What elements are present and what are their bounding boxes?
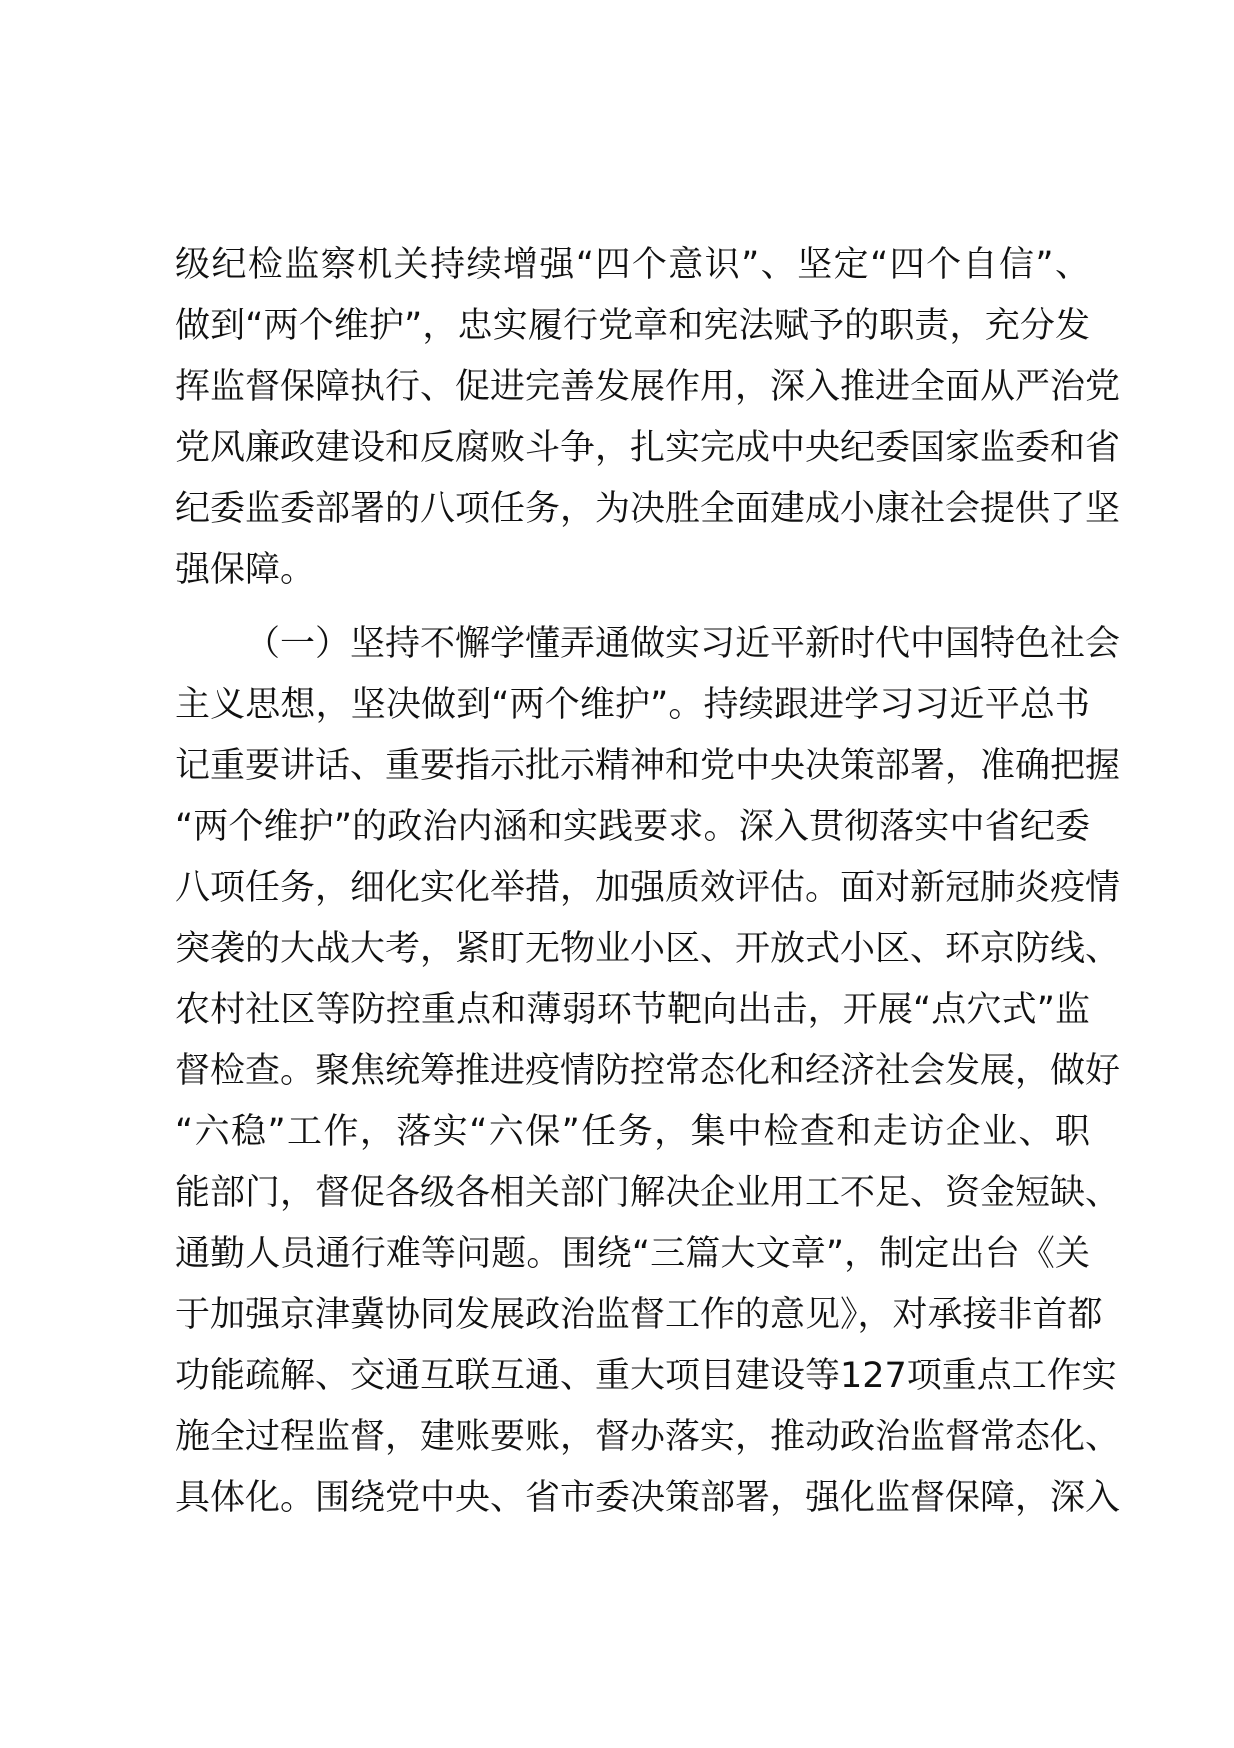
- paragraph-line: 记重要讲话、重要指示批示精神和党中央决策部署，准确把握: [175, 746, 1121, 786]
- paragraph-line: 通勤人员通行难等问题。围绕“三篇大文章”，制定出台《关: [175, 1234, 1090, 1274]
- paragraph-line: 做到“两个维护”，忠实履行党章和宪法赋予的职责，充分发: [175, 306, 1090, 346]
- paragraph-line: 主义思想，坚决做到“两个维护”。持续跟进学习习近平总书: [175, 685, 1090, 725]
- paragraph-line: 级纪检监察机关持续增强“四个意识”、坚定“四个自信”、: [175, 245, 1090, 285]
- paragraph-line: 党风廉政建设和反腐败斗争，扎实完成中央纪委国家监委和省: [175, 428, 1121, 468]
- paragraph-line: 强保障。: [175, 550, 316, 590]
- paragraph-2: [175, 614, 1121, 1529]
- paragraph-line: “六稳”工作，落实“六保”任务，集中检查和走访企业、职: [175, 1112, 1090, 1152]
- paragraph-line: 八项任务，细化实化举措，加强质效评估。面对新冠肺炎疫情: [175, 868, 1121, 908]
- paragraph-line: 督检查。聚焦统筹推进疫情防控常态化和经济社会发展，做好: [175, 1051, 1121, 1091]
- paragraph-line: 农村社区等防控重点和薄弱环节靶向出击，开展“点穴式”监: [175, 990, 1090, 1030]
- paragraph-line: 突袭的大战大考，紧盯无物业小区、开放式小区、环京防线、: [175, 929, 1121, 969]
- paragraph-1: [175, 235, 1121, 601]
- paragraph-line: 具体化。围绕党中央、省市委决策部署，强化监督保障，深入: [175, 1478, 1121, 1518]
- paragraph-line: 能部门，督促各级各相关部门解决企业用工不足、资金短缺、: [175, 1173, 1121, 1213]
- paragraph-line: “两个维护”的政治内涵和实践要求。深入贯彻落实中省纪委: [175, 807, 1090, 847]
- paragraph-line: 功能疏解、交通互联互通、重大项目建设等127项重点工作实: [175, 1356, 1117, 1396]
- paragraph-line: 施全过程监督，建账要账，督办落实，推动政治监督常态化、: [175, 1417, 1121, 1457]
- paragraph-line: 于加强京津冀协同发展政治监督工作的意见》，对承接非首都: [175, 1295, 1103, 1335]
- paragraph-line: 挥监督保障执行、促进完善发展作用，深入推进全面从严治党: [175, 367, 1121, 407]
- paragraph-line: 纪委监委部署的八项任务，为决胜全面建成小康社会提供了坚: [175, 489, 1121, 529]
- paragraph-line: （一）坚持不懈学懂弄通做实习近平新时代中国特色社会: [245, 624, 1121, 664]
